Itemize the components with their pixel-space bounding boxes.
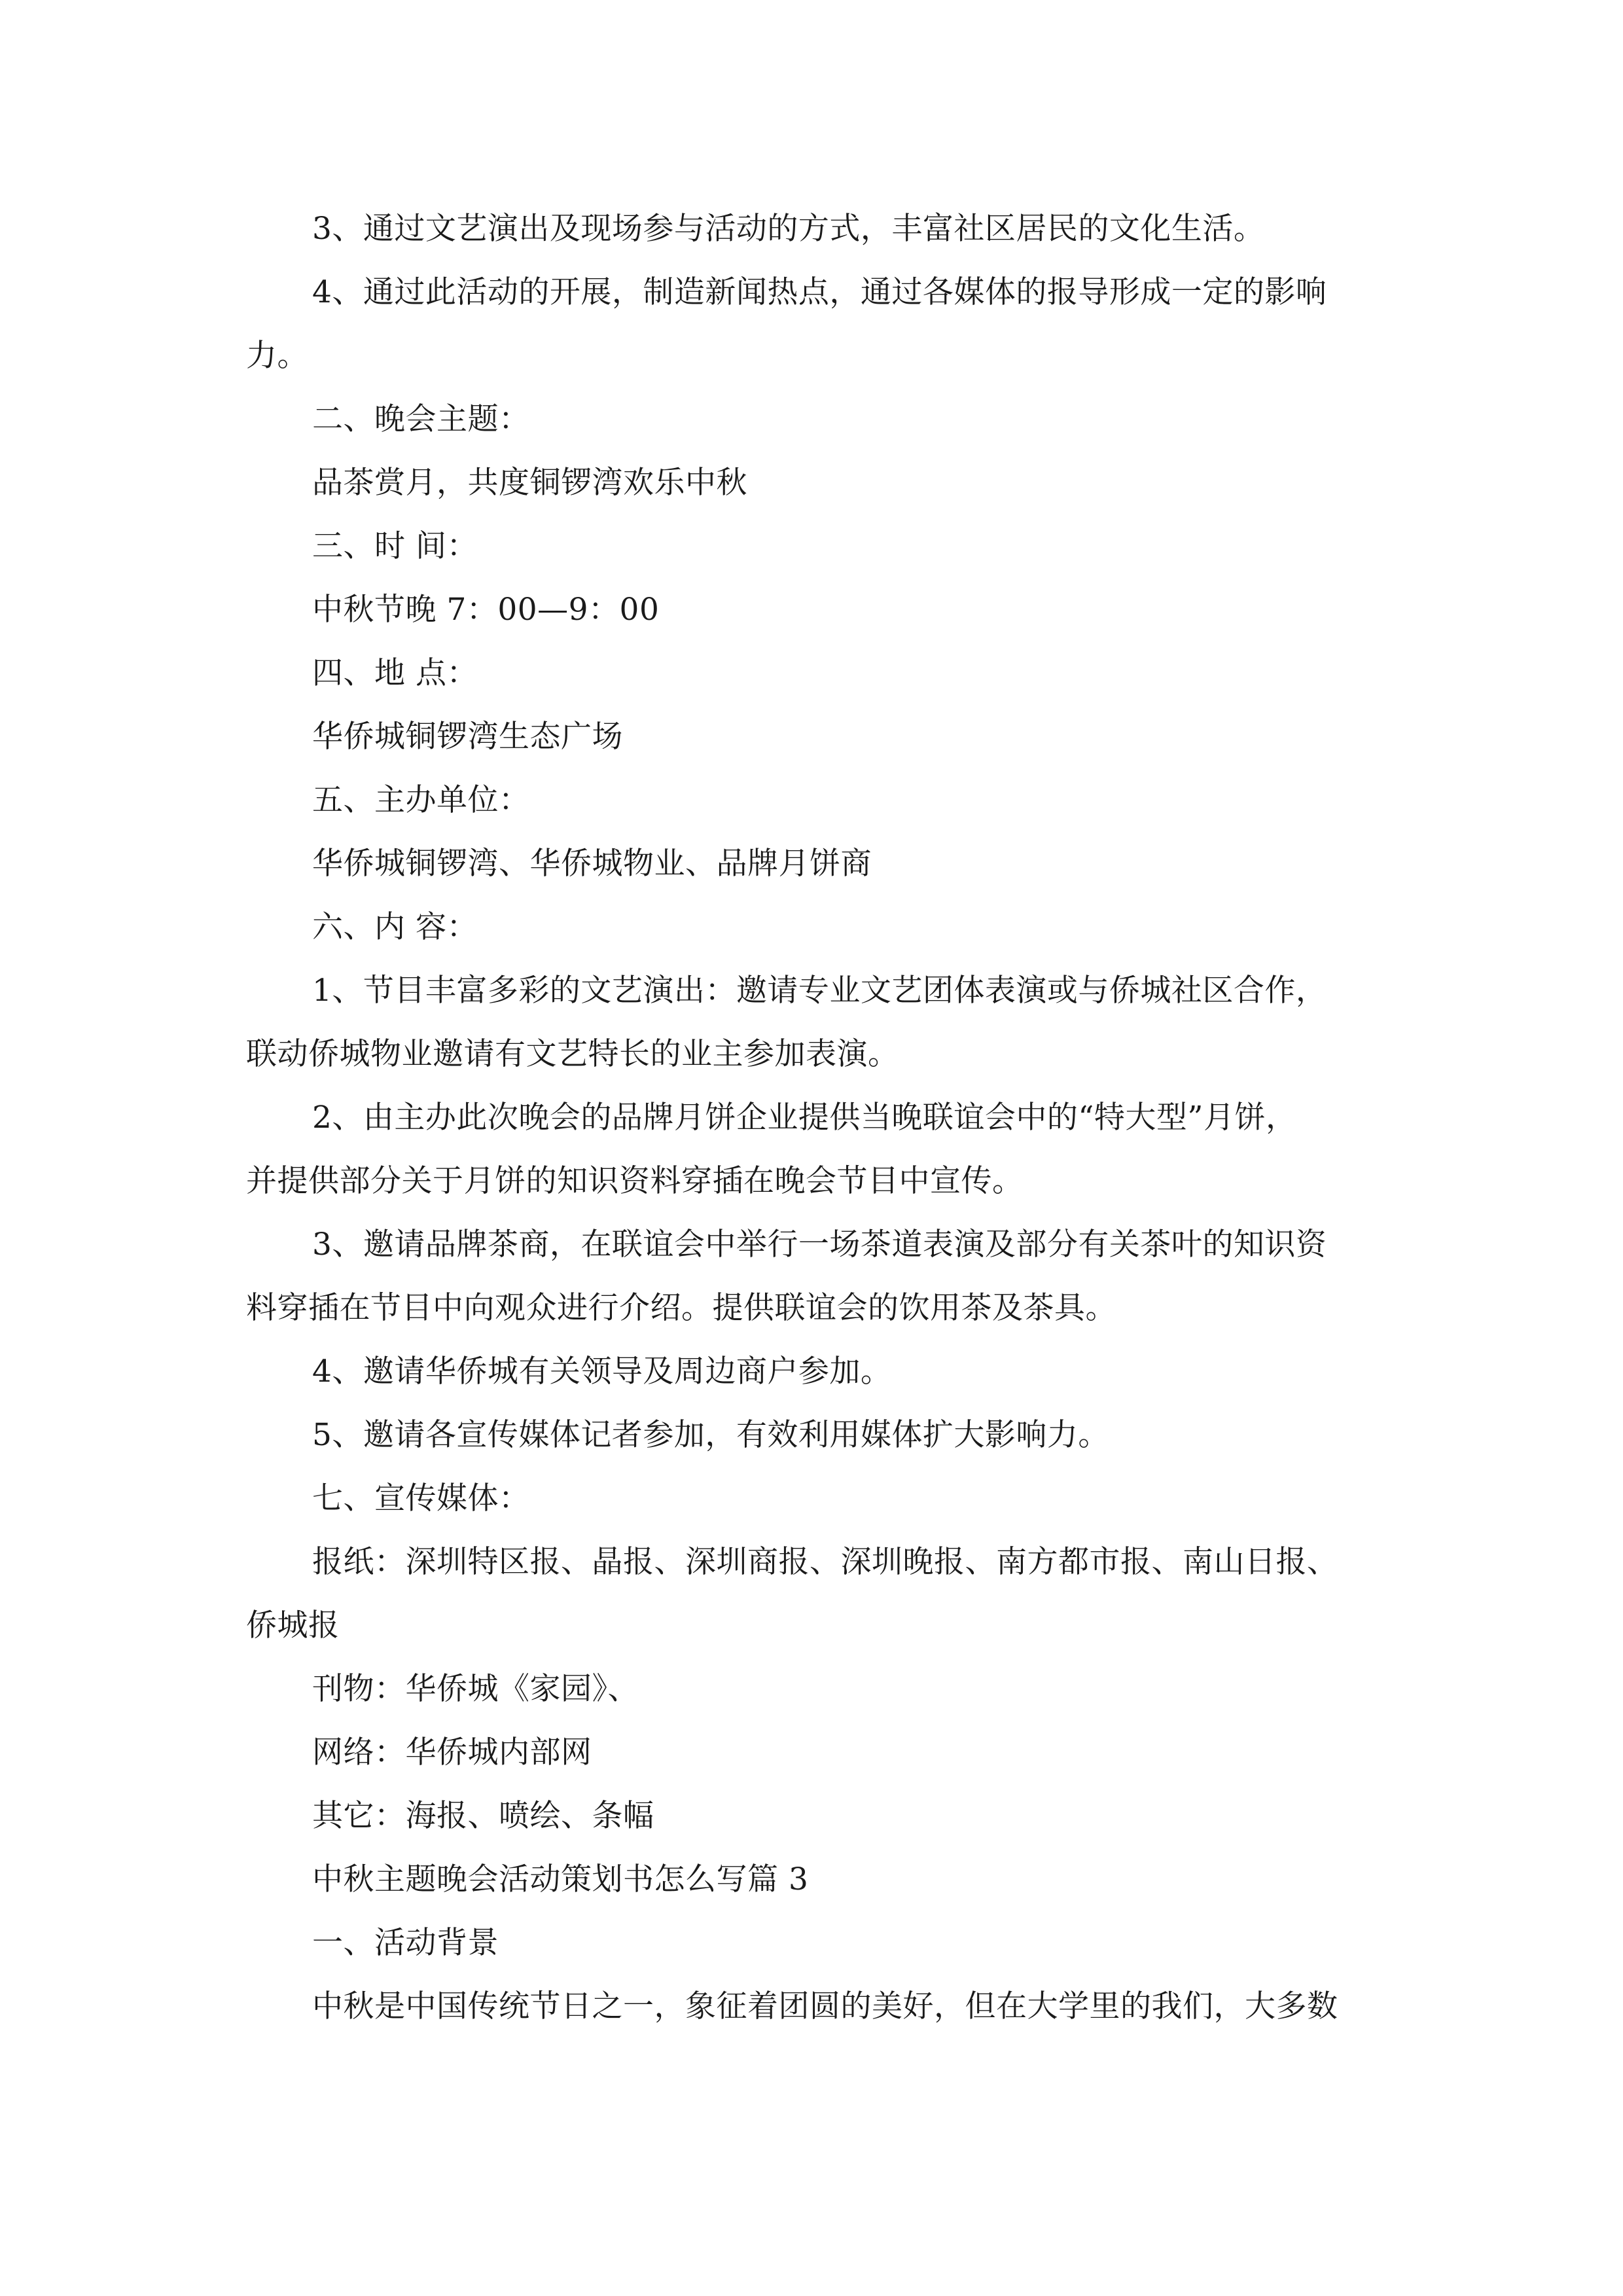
paragraph-line: 4、通过此活动的开展，制造新闻热点，通过各媒体的报导形成一定的影响: [312, 274, 1327, 310]
paragraph-line: 网络：华侨城内部网: [312, 1734, 592, 1770]
paragraph-line: 侨城报: [246, 1607, 340, 1643]
paragraph-line: 3、通过文艺演出及现场参与活动的方式，丰富社区居民的文化生活。: [312, 211, 1265, 247]
paragraph-line: 华侨城铜锣湾、华侨城物业、品牌月饼商: [312, 846, 872, 882]
paragraph-line: 报纸：深圳特区报、晶报、深圳商报、深圳晚报、南方都市报、南山日报、: [312, 1544, 1338, 1580]
paragraph-line: 中秋节晚 7：00—9：00: [312, 592, 660, 628]
section-heading: 三、时 间：: [312, 528, 478, 564]
paragraph-line: 联动侨城物业邀请有文艺特长的业主参加表演。: [246, 1036, 899, 1072]
paragraph-line: 并提供部分关于月饼的知识资料穿插在晚会节目中宣传。: [246, 1163, 1024, 1199]
paragraph-line: 力。: [246, 338, 308, 374]
paragraph-line: 刊物：华侨城《家园》、: [312, 1671, 639, 1707]
section-heading: 五、主办单位：: [312, 782, 530, 818]
section-heading: 六、内 容：: [312, 909, 478, 945]
paragraph-line: 1、节目丰富多彩的文艺演出：邀请专业文艺团体表演或与侨城社区合作，: [312, 973, 1327, 1009]
paragraph-line: 4、邀请华侨城有关领导及周边商户参加。: [312, 1354, 892, 1390]
section-heading: 二、晚会主题：: [312, 401, 530, 437]
paragraph-line: 2、由主办此次晚会的品牌月饼企业提供当晚联谊会中的“特大型”月饼，: [312, 1100, 1297, 1136]
paragraph-line: 华侨城铜锣湾生态广场: [312, 719, 623, 755]
paragraph-line: 品茶赏月，共度铜锣湾欢乐中秋: [312, 465, 747, 501]
section-heading: 一、活动背景: [312, 1925, 499, 1961]
section-heading: 七、宣传媒体：: [312, 1480, 530, 1516]
paragraph-line: 料穿插在节目中向观众进行介绍。提供联谊会的饮用茶及茶具。: [246, 1290, 1116, 1326]
paragraph-line: 其它：海报、喷绘、条幅: [312, 1798, 654, 1834]
article-title: 中秋主题晚会活动策划书怎么写篇 3: [312, 1861, 809, 1897]
section-heading: 四、地 点：: [312, 655, 478, 691]
paragraph-line: 3、邀请品牌茶商，在联谊会中举行一场茶道表演及部分有关茶叶的知识资: [312, 1227, 1327, 1263]
paragraph-line: 中秋是中国传统节日之一，象征着团圆的美好，但在大学里的我们，大多数: [312, 1988, 1338, 2024]
paragraph-line: 5、邀请各宣传媒体记者参加，有效利用媒体扩大影响力。: [312, 1417, 1109, 1453]
